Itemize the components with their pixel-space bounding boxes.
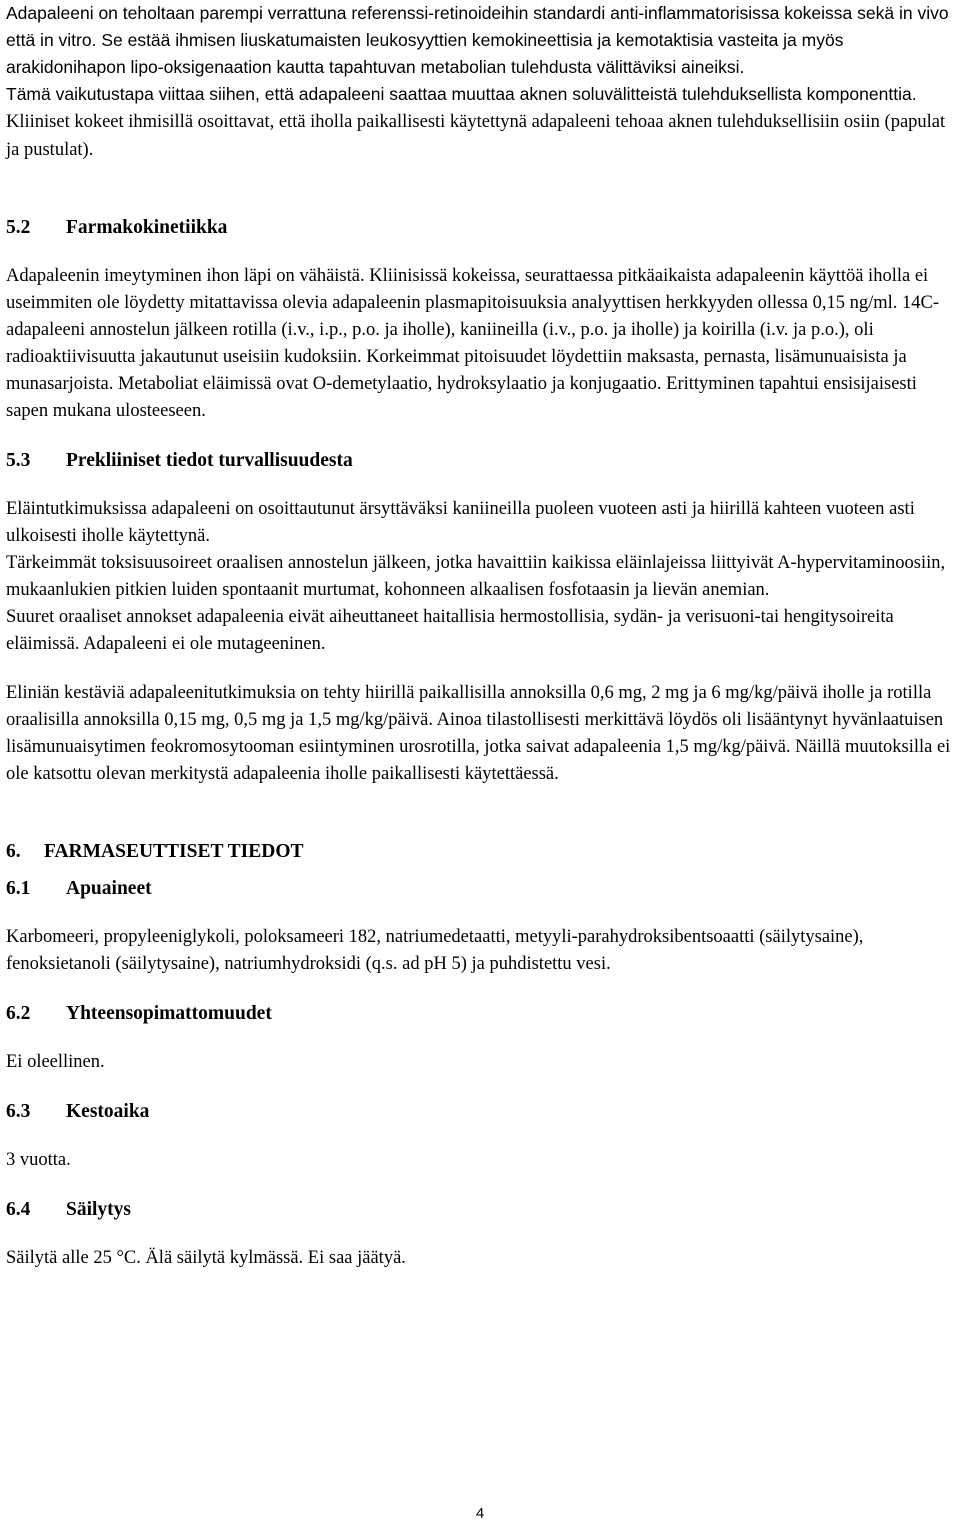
section-5-2-paragraph: Adapaleenin imeytyminen ihon läpi on vähäistä. Kliinisissä kokeissa, seurattaessa pitkäaikaista adapaleenin käyttöä iholla ei useimmiten ole löydetty mitattavissa olevia adapaleenin plasmapitoisuuksia analyyttisen herkkyyden ollessa 0,15 ng/ml. 14C-adapaleeni annostelun jälkeen rotilla (i.v., i.p., p.o. ja iholle), kaniineilla (i.v., p.o. ja iholle) ja koirilla (i.v. ja p.o.), oli radioaktiivisuutta jakautunut useisiin kudoksiin. Korkeimmat pitoisuudet löydettiin maksasta, pernasta, lisämunuaisista ja munasarjoista. Metaboliat eläimissä ovat O-demetylaatio, hydroksylaatio ja konjugaatio. Erittyminen tapahtui ensisijaisesti sapen mukana ulosteeseen. [6,266,940,421]
intro-paragraph-1: Adapaleeni on teholtaan parempi verrattuna referenssi-retinoideihin standardi anti-inflammatorisissa kokeissa sekä in vivo että in vitro. Se estää ihmisen liuskatumaisten leukosyyttien kemokineettisia ja kemotaktisia vasteita ja myös arakidonihapon lipo-oksigenaation kautta tapahtuvan metabolian tulehdusta välittäviksi aineiksi. [6,3,949,77]
section-5-3-paragraph-1: Eläintutkimuksissa adapaleeni on osoittautunut ärsyttäväksi kaniineilla puoleen vuoteen asti ja hiirillä kahteen vuoteen asti ulkoisesti iholle käytettynä. [6,499,915,546]
page-number: 4 [475,1505,485,1522]
section-6-title: FARMASEUTTISET TIEDOT [44,841,304,862]
section-6-1-number: 6.1 [6,878,31,899]
section-6-1-heading [6,875,954,902]
section-6-number: 6. [6,841,21,862]
section-6-1-title: Apuaineet [66,878,152,899]
section-5-3-paragraph-2: Tärkeimmät toksisuusoireet oraalisen annostelun jälkeen, jotka havaittiin kaikissa eläinlajeissa liittyivät A-hypervitaminoosiin, mukaanlukien pitkien luiden spontaanit murtumat, kohonneen alkaalisen fosfotaasin ja lievän anemian. [6,553,946,600]
section-5-3-paragraph-4: Eliniän kestäviä adapaleenitutkimuksia on tehty hiirillä paikallisilla annoksilla 0,6 mg, 2 mg ja 6 mg/kg/päivä iholle ja rotilla oraalisilla annoksilla 0,15 mg, 0,5 mg ja 1,5 mg/kg/päivä. Ainoa tilastollisesti merkittävä löydös oli lisääntynyt hyvänlaatuisen lisämunuaisytimen feokromosytooman esiintyminen urosrotilla, jotka saivat adapaleenia 1,5 mg/kg/päivä. Näillä muutoksilla ei ole katsottu olevan merkitystä adapaleenia iholle paikallisesti käytettäessä. [6,683,951,784]
section-6-4-number: 6.4 [6,1199,31,1220]
section-5-3-heading [6,447,954,474]
intro-paragraph-2-serif: Kliiniset kokeet ihmisillä osoittavat, että iholla paikallisesti käytettynä adapaleeni tehoaa aknen tulehduksellisiin osiin (papulat ja pustulat). [6,112,946,160]
section-6-2-paragraph: Ei oleellinen. [6,1052,105,1072]
document-page [6,0,954,1272]
section-6-3-number: 6.3 [6,1101,31,1122]
intro-paragraph-2 [6,81,954,164]
section-6-3-paragraph: 3 vuotta. [6,1150,71,1170]
section-5-2-heading [6,214,954,241]
section-6-3-title: Kestoaika [66,1101,150,1122]
section-6-heading [6,838,954,865]
section-5-2-title: Farmakokinetiikka [66,217,228,238]
section-6-2-heading [6,1000,954,1027]
intro-paragraph-2-arial: Tämä vaikutustapa viittaa siihen, että adapaleeni saattaa muuttaa aknen soluvälitteistä tulehduksellista komponenttia. [6,84,917,104]
section-6-1-paragraph: Karbomeeri, propyleeniglykoli, poloksameeri 182, natriumedetaatti, metyyli-parahydroksibentsoaatti (säilytysaine), fenoksietanoli (säilytysaine), natriumhydroksidi (q.s. ad pH 5) ja puhdistettu vesi. [6,927,864,974]
section-6-4-title: Säilytys [66,1199,132,1220]
section-5-3-number: 5.3 [6,450,31,471]
section-6-4-heading [6,1196,954,1223]
section-6-3-heading [6,1098,954,1125]
section-6-2-title: Yhteensopimattomuudet [66,1003,272,1024]
section-5-3-paragraph-3: Suuret oraaliset annokset adapaleenia eivät aiheuttaneet haitallisia hermostollisia, sydän- ja verisuoni-tai hengitysoireita eläimissä. Adapaleeni ei ole mutageeninen. [6,607,894,654]
section-5-2-number: 5.2 [6,217,31,238]
section-6-2-number: 6.2 [6,1003,31,1024]
section-5-3-title: Prekliiniset tiedot turvallisuudesta [66,450,353,471]
section-6-4-paragraph: Säilytä alle 25 °C. Älä säilytä kylmässä. Ei saa jäätyä. [6,1248,406,1268]
